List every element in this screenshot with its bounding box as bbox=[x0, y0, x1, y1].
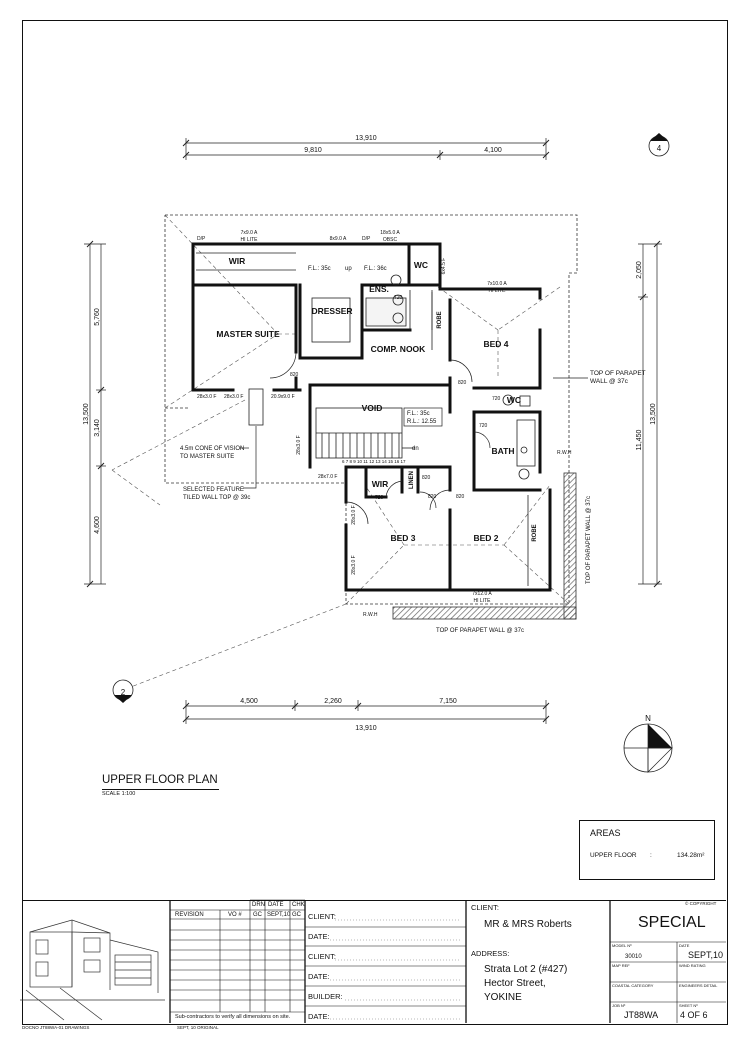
fl-36: F.L.: 36c bbox=[364, 266, 387, 272]
dp-right: D/P bbox=[362, 236, 371, 242]
room-dresser: DRESSER bbox=[311, 306, 353, 316]
rev-sept10: SEPT,10 bbox=[267, 912, 291, 918]
room-bed3: BED 3 bbox=[390, 533, 416, 543]
date-value-r: SEPT,10 bbox=[688, 950, 724, 960]
room-robe-top: ROBE bbox=[437, 311, 443, 329]
d720-c: 720 bbox=[479, 423, 488, 429]
client-name: MR & MRS Roberts bbox=[484, 919, 572, 930]
win-hi-lite3: HI LITE bbox=[473, 598, 491, 604]
design-name: SPECIAL bbox=[638, 914, 706, 931]
builder-label: BUILDER: bbox=[308, 992, 343, 1001]
areas-value: 134.28m² bbox=[677, 852, 705, 859]
dim-right-a: 2,050 bbox=[636, 261, 643, 279]
room-comp-nook: COMP. NOOK bbox=[370, 344, 426, 354]
room-robe-bed2: ROBE bbox=[532, 524, 538, 542]
dim-bottom-c: 7,150 bbox=[439, 698, 457, 705]
map-ref-label: MAP REF bbox=[612, 963, 630, 968]
win-28x30-a: 28x3.0 F bbox=[197, 394, 217, 400]
dim-left-c: 4,600 bbox=[94, 516, 101, 534]
address-line-2: Hector Street, bbox=[484, 978, 546, 989]
sheet-label: SHEET Nº bbox=[679, 1003, 698, 1008]
plan-scale: SCALE 1:100 bbox=[102, 791, 136, 797]
fl-35: F.L.: 35c bbox=[308, 266, 331, 272]
footer-docno: DOCNO JT88WA-01 DRAWINGS bbox=[22, 1025, 90, 1030]
d720-b: 720 bbox=[492, 396, 501, 402]
level-fl: F.L.: 35c bbox=[407, 411, 430, 417]
win-8x9: 8x9.0 A bbox=[329, 236, 347, 242]
dim-bottom-total: 13,910 bbox=[355, 725, 377, 732]
room-bed2: BED 2 bbox=[473, 533, 499, 543]
dim-top-left: 9,810 bbox=[304, 147, 322, 154]
dim-bottom-a: 4,500 bbox=[240, 698, 258, 705]
win-28x30-d: 28x3.0 F bbox=[351, 505, 357, 525]
win-hi-lite: HI LITE bbox=[240, 237, 258, 243]
parapet-bottom-note: TOP OF PARAPET WALL @ 37c bbox=[436, 628, 524, 634]
dim-left-b: 3,140 bbox=[94, 419, 101, 437]
areas-title: AREAS bbox=[590, 828, 621, 838]
cone-of-vision-note: 4.5m CONE OF VISION TO MASTER SUITE bbox=[180, 446, 245, 461]
parapet-vertical-note: TOP OF PARAPET WALL @ 37c bbox=[586, 496, 592, 584]
rev-chk-header: CHK bbox=[292, 902, 305, 908]
dim-bottom-b: 2,260 bbox=[324, 698, 342, 705]
client-heading: CLIENT: bbox=[471, 903, 499, 912]
house-sketch bbox=[20, 920, 165, 1020]
section-top-number: 4 bbox=[656, 144, 662, 153]
room-wc-mid: WC bbox=[506, 395, 522, 405]
d820-d: 820 bbox=[428, 494, 437, 500]
win-7x12: 7x12.0 A bbox=[472, 591, 492, 597]
subcontractors-note: Sub-contractors to verify all dimensions on site. bbox=[175, 1014, 291, 1020]
client-label-1: CLIENT: bbox=[308, 912, 336, 921]
room-wir-mid: WIR bbox=[371, 479, 389, 489]
win-20x9: 20.9x9.0 F bbox=[271, 394, 295, 400]
rwh-1: R.W.H bbox=[557, 450, 572, 456]
dim-left-total: 13,500 bbox=[83, 403, 90, 425]
d720-a: 720 bbox=[394, 295, 403, 301]
rev-gc1: GC bbox=[253, 912, 262, 918]
win-hi-lite2: HI LITE bbox=[488, 288, 506, 294]
address-line-3: YOKINE bbox=[484, 992, 522, 1003]
client-label-2: CLIENT: bbox=[308, 952, 336, 961]
d820-a: 820 bbox=[290, 372, 299, 378]
level-rl: R.L.: 12.55 bbox=[407, 419, 437, 425]
room-bed4: BED 4 bbox=[483, 339, 509, 349]
win-6x45: 6x4.5 F bbox=[441, 257, 447, 275]
dim-top-right: 4,100 bbox=[484, 147, 502, 154]
room-wc-top: WC bbox=[413, 260, 429, 270]
d720-d: 720 bbox=[375, 495, 384, 501]
date-label-r: DATE bbox=[679, 943, 690, 948]
room-linen: LINEN bbox=[409, 471, 415, 489]
win-7x9: 7x9.0 A bbox=[240, 230, 258, 236]
plan-title: UPPER FLOOR PLAN bbox=[102, 774, 218, 786]
room-void: VOID bbox=[361, 403, 383, 413]
job-value: JT88WA bbox=[624, 1010, 659, 1020]
copyright: © COPYRIGHT bbox=[685, 901, 717, 906]
dim-left-a: 5,760 bbox=[94, 308, 101, 326]
parapet-right-note: TOP OF PARAPET WALL @ 37c bbox=[590, 370, 646, 386]
room-bath: BATH bbox=[491, 446, 515, 456]
feature-wall-note: SELECTED FEATURE TILED WALL TOP @ 39c bbox=[183, 487, 251, 502]
address-line-1: Strata Lot 2 (#427) bbox=[484, 964, 568, 975]
win-obsc: OBSC bbox=[382, 237, 398, 243]
win-28x30-c: 28x3.0 F bbox=[296, 435, 302, 455]
win-7x10: 7x10.0 A bbox=[487, 281, 507, 287]
dim-right-total: 13,500 bbox=[650, 403, 657, 425]
room-wir-top: WIR bbox=[228, 256, 246, 266]
date-label-3: DATE: bbox=[308, 1012, 330, 1021]
coastal-label: COASTAL CATEGORY bbox=[612, 983, 654, 988]
north-label: N bbox=[645, 714, 651, 723]
win-28x30-b: 28x3.0 F bbox=[224, 394, 244, 400]
areas-sep: : bbox=[650, 852, 652, 859]
footer-original: SEPT, 10 ORIGINAL bbox=[177, 1025, 219, 1030]
date-label-2: DATE: bbox=[308, 972, 330, 981]
job-label: JOB Nº bbox=[612, 1003, 626, 1008]
dim-top-total: 13,910 bbox=[355, 135, 377, 142]
dim-right-b: 11,450 bbox=[636, 429, 643, 451]
d820-e: 820 bbox=[456, 494, 465, 500]
wind-rating-label: WIND RATING bbox=[679, 963, 706, 968]
section-bottom-number: 2 bbox=[120, 688, 126, 697]
model-label: MODEL Nº bbox=[612, 943, 632, 948]
engineers-label: ENGINEERS DETAIL bbox=[679, 983, 718, 988]
win-18x5: 18x5.0 A bbox=[380, 230, 400, 236]
address-heading: ADDRESS: bbox=[471, 949, 510, 958]
rev-drn-header: DRN bbox=[252, 902, 265, 908]
room-ens: ENS. bbox=[369, 284, 389, 294]
rev-date-header: DATE bbox=[268, 902, 284, 908]
win-28x70: 28x7.0 F bbox=[318, 474, 338, 480]
date-label-1: DATE: bbox=[308, 932, 330, 941]
rev-vo-header: VO # bbox=[228, 912, 242, 918]
win-28x30-e: 28x3.0 F bbox=[351, 555, 357, 575]
rev-revision-header: REVISION bbox=[175, 912, 204, 918]
rev-gc2: GC bbox=[292, 912, 301, 918]
stair-dn: dn bbox=[412, 446, 419, 452]
areas-label: UPPER FLOOR bbox=[590, 852, 637, 859]
sheet-value: 4 OF 6 bbox=[680, 1010, 708, 1020]
room-master-suite: MASTER SUITE bbox=[216, 329, 280, 339]
dp-left: D/P bbox=[197, 236, 206, 242]
d820-c: 820 bbox=[422, 475, 431, 481]
rwh-2: R.W.H bbox=[363, 612, 378, 618]
stair-up: up bbox=[345, 266, 352, 272]
stair-numbers: 6 7 8 9 10 11 12 13 14 15 16 17 bbox=[342, 459, 406, 464]
model-value: 30010 bbox=[625, 954, 642, 960]
d820-b: 820 bbox=[458, 380, 467, 386]
